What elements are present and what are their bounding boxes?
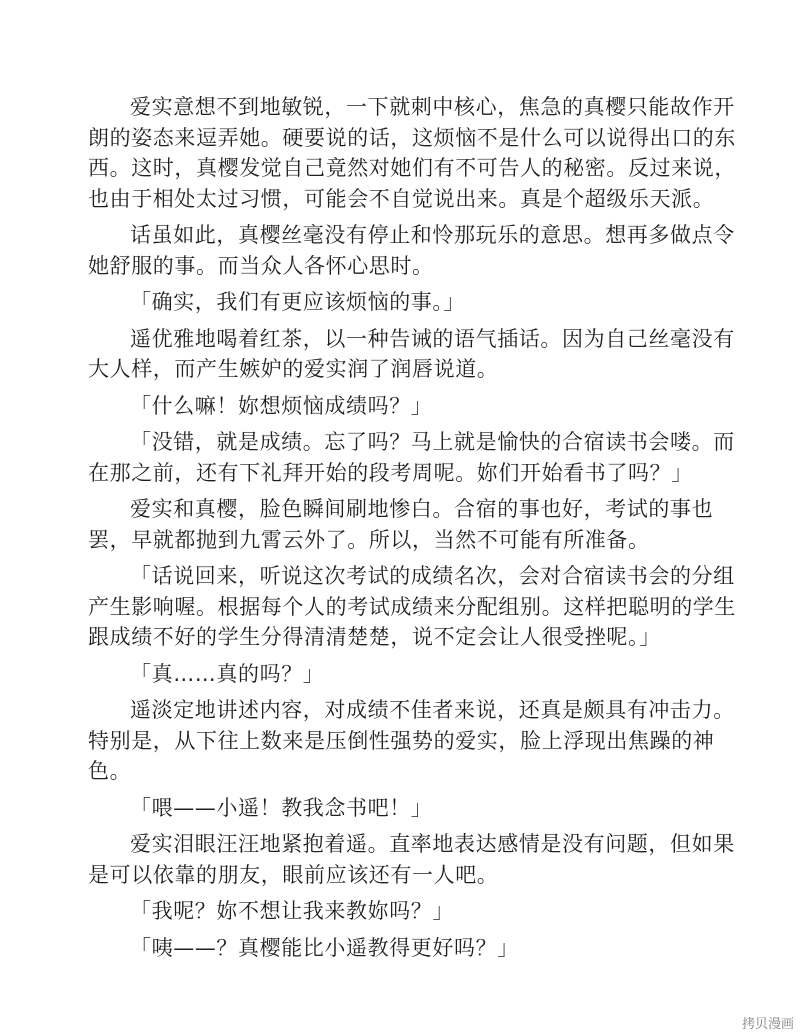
paragraph: 遥淡定地讲述内容，对成绩不佳者来说，还真是颇具有冲击力。特别是，从下往上数来是压倒性强势的爱实，脸上浮现出焦躁的神色。 <box>88 698 735 783</box>
paragraph: 「我呢？妳不想让我来教妳吗？」 <box>130 899 454 923</box>
paragraph: 话虽如此，真樱丝毫没有停止和怜那玩乐的意思。想再多做点令她舒服的事。而当众人各怀心思时。 <box>88 223 735 278</box>
paragraph: 「话说回来，听说这次考试的成绩名次，会对合宿读书会的分组产生影响喔。根据每个人的考试成绩来分配组别。这样把聪明的学生跟成绩不好的学生分得清清楚楚，说不定会让人很受挫呢。」 <box>88 564 736 649</box>
paragraph: 遥优雅地喝着红茶，以一种告诫的语气插话。因为自己丝毫没有大人样，而产生嫉妒的爱实润了润唇说道。 <box>88 326 735 381</box>
paragraph: 爱实和真樱，脸色瞬间刷地惨白。合宿的事也好，考试的事也罢，早就都抛到九霄云外了。所以，当然不可能有所准备。 <box>88 497 714 552</box>
paragraph: 爱实泪眼汪汪地紧抱着遥。直率地表达感情是没有问题，但如果是可以依靠的朋友，眼前应该还有一人吧。 <box>88 832 735 887</box>
document-page <box>88 92 738 963</box>
paragraph: 「确实，我们有更应该烦恼的事。」 <box>130 290 466 314</box>
paragraph: 「喂——小遥！教我念书吧！」 <box>130 795 433 820</box>
paragraph: 「什么嘛！妳想烦恼成绩吗？」 <box>130 393 433 418</box>
paragraph: 「没错，就是成绩。忘了吗？马上就是愉快的合宿读书会喽。而在那之前，还有下礼拜开始的段考周呢。妳们开始看书了吗？」 <box>88 430 735 485</box>
paragraph: 「真……真的吗？」 <box>130 661 325 686</box>
watermark: 拷贝漫画 <box>741 1017 794 1032</box>
paragraph: 「咦——？真樱能比小遥教得更好吗？」 <box>130 935 519 960</box>
paragraph: 爱实意想不到地敏锐，一下就刺中核心，焦急的真樱只能故作开朗的姿态来逗弄她。硬要说的话，这烦恼不是什么可以说得出口的东西。这时，真樱发觉自己竟然对她们有不可告人的秘密。反过来说，也由于相处太过习惯，可能会不自觉说出来。真是个超级乐天派。 <box>88 95 736 211</box>
